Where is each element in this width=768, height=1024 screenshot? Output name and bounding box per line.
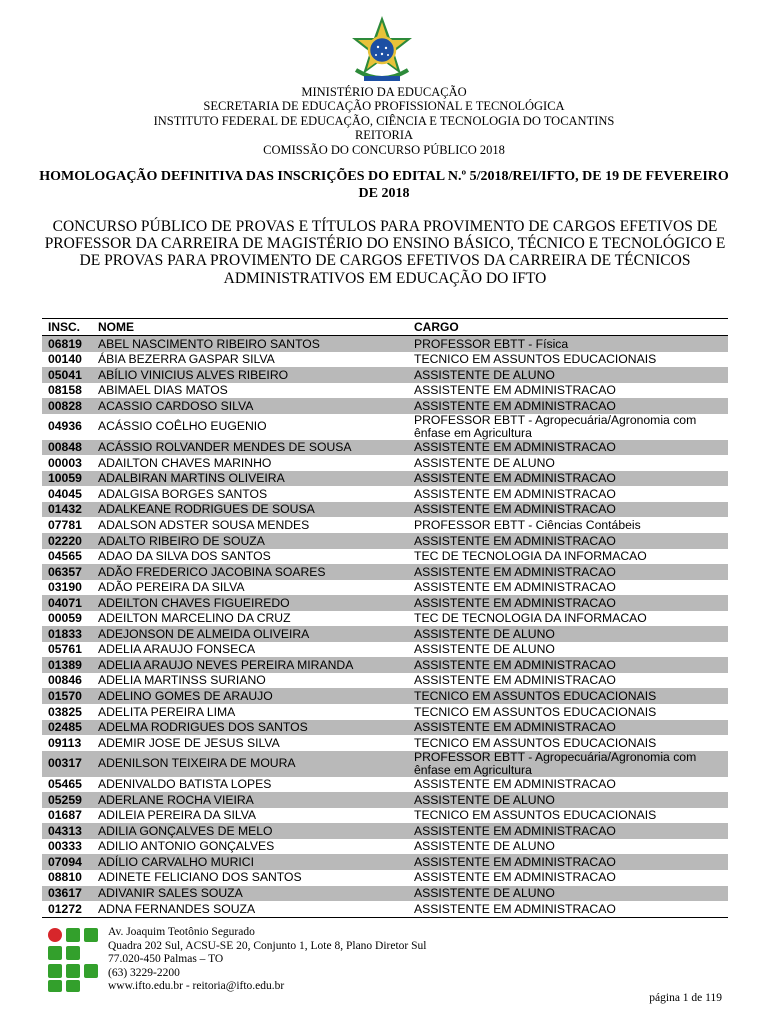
- cell-nome: ADALKEANE RODRIGUES DE SOUSA: [98, 502, 315, 517]
- cell-nome: ADAILTON CHAVES MARINHO: [98, 455, 272, 470]
- table-row: [42, 823, 728, 839]
- footer-address: [108, 926, 426, 994]
- registrations-table: [42, 318, 728, 918]
- document-header: [0, 85, 768, 157]
- cell-insc: 03190: [48, 580, 82, 595]
- cell-cargo: TEC DE TECNOLOGIA DA INFORMACAO: [414, 611, 647, 626]
- cell-insc: 00140: [48, 352, 82, 367]
- table-row: [42, 595, 728, 611]
- cell-insc: 10059: [48, 471, 82, 486]
- cell-nome: ADALSON ADSTER SOUSA MENDES: [98, 517, 310, 532]
- cell-cargo: ASSISTENTE EM ADMINISTRACAO: [414, 595, 616, 610]
- table-row: [42, 336, 728, 352]
- cell-cargo: ASSISTENTE DE ALUNO: [414, 367, 555, 382]
- header-institute: INSTITUTO FEDERAL DE EDUCAÇÃO, CIÊNCIA E TECNOLOGIA DO TOCANTINS: [153, 113, 615, 128]
- cell-insc: 02485: [48, 720, 82, 735]
- cell-cargo: TECNICO EM ASSUNTOS EDUCACIONAIS: [414, 352, 657, 367]
- cell-insc: 00059: [48, 611, 82, 626]
- cell-cargo: ASSISTENTE EM ADMINISTRACAO: [414, 471, 616, 486]
- cell-cargo: ASSISTENTE EM ADMINISTRACAO: [414, 486, 616, 501]
- cell-cargo: ASSISTENTE EM ADMINISTRACAO: [414, 823, 616, 838]
- table-row: [42, 886, 728, 902]
- cell-nome: ADNA FERNANDES SOUZA: [98, 901, 256, 916]
- footer-city: 77.020-450 Palmas – TO: [108, 953, 224, 965]
- table-row: [42, 564, 728, 580]
- cell-insc: 09113: [48, 735, 82, 750]
- cell-nome: ADELINO GOMES DE ARAUJO: [98, 689, 273, 703]
- table-row: [42, 383, 728, 399]
- table-row: [42, 839, 728, 855]
- cell-insc: 01389: [48, 657, 82, 672]
- cell-cargo: TEC DE TECNOLOGIA DA INFORMACAO: [414, 549, 647, 564]
- cell-nome: ADELIA MARTINSS SURIANO: [98, 673, 266, 688]
- table-row: [42, 688, 728, 704]
- table-row: [42, 502, 728, 518]
- cell-nome: ADENIVALDO BATISTA LOPES: [98, 777, 272, 792]
- cell-cargo: ASSISTENTE EM ADMINISTRACAO: [414, 777, 616, 792]
- cell-insc: 05761: [48, 642, 82, 657]
- cell-insc: 03825: [48, 704, 82, 719]
- cell-cargo: PROFESSOR EBTT - Física: [414, 336, 569, 351]
- cell-cargo: ASSISTENTE EM ADMINISTRACAO: [414, 533, 616, 548]
- cell-nome: ADEJONSON DE ALMEIDA OLIVEIRA: [98, 626, 310, 641]
- cell-nome: ADEILTON CHAVES FIGUEIREDO: [98, 595, 290, 610]
- cell-insc: 04936: [48, 419, 82, 434]
- table-row: [42, 486, 728, 502]
- cell-nome: ADALTO RIBEIRO DE SOUZA: [98, 533, 265, 548]
- cell-insc: 00333: [48, 839, 82, 854]
- cell-nome: ACASSIO CARDOSO SILVA: [98, 398, 254, 413]
- cell-cargo: ASSISTENTE EM ADMINISTRACAO: [414, 383, 616, 398]
- table-row: [42, 471, 728, 487]
- table-row: [42, 626, 728, 642]
- cell-nome: ADEILTON MARCELINO DA CRUZ: [98, 611, 291, 626]
- cell-insc: 01833: [48, 626, 82, 641]
- table-row: [42, 808, 728, 824]
- cell-insc: 04565: [48, 549, 82, 564]
- table-row: [42, 352, 728, 368]
- cell-insc: 03617: [48, 886, 82, 901]
- ifto-logo-icon: [48, 928, 100, 994]
- table-row: [42, 854, 728, 870]
- cell-insc: 05259: [48, 792, 82, 807]
- cell-insc: 06819: [48, 336, 82, 351]
- cell-nome: ADILIO ANTONIO GONÇALVES: [98, 839, 275, 854]
- cell-nome: ABIMAEL DIAS MATOS: [98, 383, 228, 398]
- cell-insc: 01687: [48, 808, 82, 823]
- cell-cargo: TECNICO EM ASSUNTOS EDUCACIONAIS: [414, 704, 657, 719]
- table-row: [42, 735, 728, 751]
- cell-nome: ADÍLIO CARVALHO MURICI: [98, 854, 254, 869]
- table-row: [42, 751, 728, 777]
- table-header-row: [42, 319, 728, 336]
- cell-insc: 01272: [48, 901, 82, 916]
- table-row: [42, 642, 728, 658]
- cell-insc: 00848: [48, 440, 82, 455]
- cell-insc: 05041: [48, 367, 82, 382]
- cell-nome: ADIVANIR SALES SOUZA: [98, 886, 243, 901]
- column-header-cargo: CARGO: [414, 320, 459, 334]
- cell-insc: 00828: [48, 398, 82, 413]
- cell-nome: ADELITA PEREIRA LIMA: [98, 704, 236, 719]
- cell-cargo: ASSISTENTE EM ADMINISTRACAO: [414, 854, 616, 869]
- cell-insc: 02220: [48, 533, 82, 548]
- cell-nome: ADILIA GONÇALVES DE MELO: [98, 823, 273, 838]
- cell-cargo: PROFESSOR EBTT - Agropecuária/Agronomia com ênfase em Agricultura: [414, 413, 697, 440]
- table-row: [42, 901, 728, 917]
- column-header-nome: NOME: [98, 320, 134, 334]
- header-secretariat: SECRETARIA DE EDUCAÇÃO PROFISSIONAL E TECNOLÓGICA: [203, 99, 565, 114]
- cell-cargo: ASSISTENTE EM ADMINISTRACAO: [414, 580, 616, 595]
- header-ministry: MINISTÉRIO DA EDUCAÇÃO: [301, 85, 467, 99]
- cell-insc: 04045: [48, 486, 82, 501]
- cell-cargo: ASSISTENTE EM ADMINISTRACAO: [414, 901, 616, 916]
- cell-nome: ADINETE FELICIANO DOS SANTOS: [98, 870, 302, 885]
- table-row: [42, 870, 728, 886]
- cell-nome: ABEL NASCIMENTO RIBEIRO SANTOS: [98, 336, 320, 351]
- table-row: [42, 792, 728, 808]
- cell-nome: ADELIA ARAUJO FONSECA: [98, 642, 256, 657]
- table-row: [42, 533, 728, 549]
- cell-nome: ACÁSSIO ROLVANDER MENDES DE SOUSA: [98, 440, 352, 455]
- cell-insc: 08158: [48, 383, 82, 398]
- cell-nome: ABÍLIO VINICIUS ALVES RIBEIRO: [98, 367, 289, 382]
- cell-insc: 00846: [48, 673, 82, 688]
- cell-nome: ADELIA ARAUJO NEVES PEREIRA MIRANDA: [98, 657, 354, 672]
- page-number: página 1 de 119: [649, 992, 722, 1004]
- table-row: [42, 720, 728, 736]
- table-row: [42, 440, 728, 456]
- table-row: [42, 673, 728, 689]
- cell-insc: 04071: [48, 595, 82, 610]
- document-subtitle: CONCURSO PÚBLICO DE PROVAS E TÍTULOS PARA PROVIMENTO DE CARGOS EFETIVOS DE PROFESSOR DA CARREIRA DE MAGISTÉRIO DO ENSINO BÁSICO, TÉCNICO E TECNOLÓGICO E DE PROVAS PARA PROVIMENTO DE CARGOS EFETIVOS DA CARREIRA DE TÉCNICOS ADMINISTRATIVOS EM EDUCAÇÃO DO IFTO: [44, 218, 726, 287]
- table-row: [42, 611, 728, 627]
- cell-cargo: PROFESSOR EBTT - Agropecuária/Agronomia com ênfase em Agricultura: [414, 750, 697, 777]
- cell-nome: ÁBIA BEZERRA GASPAR SILVA: [98, 352, 275, 367]
- cell-cargo: ASSISTENTE DE ALUNO: [414, 626, 555, 641]
- footer-web-email: www.ifto.edu.br - reitoria@ifto.edu.br: [108, 980, 285, 992]
- cell-cargo: ASSISTENTE EM ADMINISTRACAO: [414, 673, 616, 688]
- cell-cargo: ASSISTENTE DE ALUNO: [414, 839, 555, 854]
- table-row: [42, 657, 728, 673]
- cell-cargo: ASSISTENTE DE ALUNO: [414, 642, 555, 657]
- cell-cargo: ASSISTENTE EM ADMINISTRACAO: [414, 440, 616, 455]
- header-rectorate: REITORIA: [354, 128, 414, 143]
- cell-insc: 00317: [48, 756, 82, 771]
- table-row: [42, 777, 728, 793]
- cell-cargo: ASSISTENTE EM ADMINISTRACAO: [414, 870, 616, 885]
- cell-insc: 04313: [48, 823, 82, 838]
- brazil-coat-of-arms-icon: [346, 14, 418, 86]
- cell-nome: ADÃO FREDERICO JACOBINA SOARES: [98, 564, 326, 579]
- cell-nome: ADILEIA PEREIRA DA SILVA: [98, 808, 257, 823]
- cell-insc: 07781: [48, 517, 82, 532]
- cell-cargo: ASSISTENTE DE ALUNO: [414, 455, 555, 470]
- cell-cargo: PROFESSOR EBTT - Ciências Contábeis: [414, 517, 641, 532]
- cell-cargo: TECNICO EM ASSUNTOS EDUCACIONAIS: [414, 689, 657, 703]
- table-row: [42, 367, 728, 383]
- cell-cargo: ASSISTENTE DE ALUNO: [414, 792, 555, 807]
- cell-nome: ADALBIRAN MARTINS OLIVEIRA: [98, 471, 285, 486]
- cell-cargo: ASSISTENTE EM ADMINISTRACAO: [414, 502, 616, 517]
- cell-cargo: TECNICO EM ASSUNTOS EDUCACIONAIS: [414, 735, 657, 750]
- cell-nome: ADALGISA BORGES SANTOS: [98, 486, 268, 501]
- cell-insc: 05465: [48, 777, 82, 792]
- cell-nome: ACÁSSIO COÊLHO EUGENIO: [98, 419, 267, 434]
- footer-phone: (63) 3229-2200: [108, 966, 180, 979]
- cell-cargo: ASSISTENTE DE ALUNO: [414, 886, 555, 901]
- table-row: [42, 580, 728, 596]
- cell-insc: 08810: [48, 870, 82, 885]
- footer-quadra: Quadra 202 Sul, ACSU-SE 20, Conjunto 1, Lote 8, Plano Diretor Sul: [108, 939, 427, 952]
- cell-nome: ADEMIR JOSE DE JESUS SILVA: [98, 735, 280, 750]
- cell-insc: 01570: [48, 689, 82, 703]
- cell-cargo: ASSISTENTE EM ADMINISTRACAO: [414, 657, 616, 672]
- cell-insc: 07094: [48, 854, 82, 869]
- cell-insc: 01432: [48, 502, 82, 517]
- cell-cargo: ASSISTENTE EM ADMINISTRACAO: [414, 720, 616, 735]
- cell-nome: ADELMA RODRIGUES DOS SANTOS: [98, 720, 308, 735]
- cell-cargo: ASSISTENTE EM ADMINISTRACAO: [414, 398, 616, 413]
- cell-nome: ADERLANE ROCHA VIEIRA: [98, 792, 254, 807]
- header-commission: COMISSÃO DO CONCURSO PÚBLICO 2018: [263, 142, 505, 157]
- cell-cargo: ASSISTENTE EM ADMINISTRACAO: [414, 564, 616, 579]
- cell-cargo: TECNICO EM ASSUNTOS EDUCACIONAIS: [414, 808, 657, 823]
- table-row: [42, 414, 728, 440]
- cell-insc: 00003: [48, 455, 82, 470]
- table-row: [42, 398, 728, 414]
- cell-nome: ADÃO PEREIRA DA SILVA: [98, 580, 245, 595]
- table-row: [42, 704, 728, 720]
- table-row: [42, 549, 728, 565]
- cell-insc: 06357: [48, 564, 82, 579]
- table-row: [42, 455, 728, 471]
- cell-nome: ADAO DA SILVA DOS SANTOS: [98, 549, 271, 564]
- table-row: [42, 517, 728, 533]
- footer-street: Av. Joaquim Teotônio Segurado: [108, 926, 255, 938]
- cell-nome: ADENILSON TEIXEIRA DE MOURA: [98, 756, 296, 771]
- table-body: [42, 336, 728, 917]
- document-title: HOMOLOGAÇÃO DEFINITIVA DAS INSCRIÇÕES DO EDITAL N.º 5/2018/REI/IFTO, DE 19 DE FEVEREIRO DE 2018: [39, 169, 729, 201]
- column-header-insc: INSC.: [48, 320, 81, 334]
